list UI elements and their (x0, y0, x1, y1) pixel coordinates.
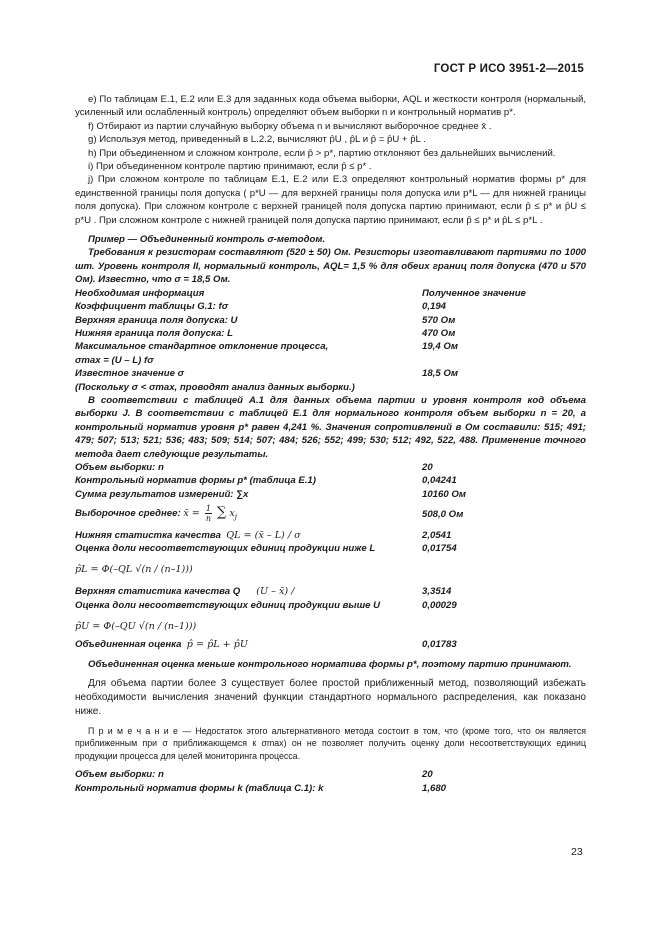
pl-value: 0,01754 (422, 542, 457, 554)
step-e: e) По таблицам Е.1, Е.2 или Е.3 для заданных кода объема выборки, AQL и жесткости контроля (нормальный, усиленный или ослабленный контроль) определяют объем выборки n и контрольный норматив p*. (75, 94, 586, 119)
table-row: Сумма результатов измерений: ∑x 10160 Ом (75, 488, 467, 500)
pu-row (75, 599, 586, 612)
ql-formula: QL = (x̄ – L) / σ (226, 529, 301, 541)
step-g: g) Используя метод, приведенный в L.2.2, вычисляют p̂U , p̂L и p̂ = p̂U + p̂L . (88, 134, 426, 146)
table-row: Верхняя граница поля допуска: U 570 Ом (75, 314, 456, 326)
pu-formula: p̂U = Φ(–QU √(n / (n–1))) (75, 621, 197, 633)
qu-row (75, 585, 586, 598)
combined-label: Объединенная оценка (75, 639, 182, 651)
combined-value: 0,01783 (422, 639, 457, 651)
table-row: σmax = (U – L) fσ (75, 354, 154, 366)
ql-label: Нижняя статистка качества (75, 529, 221, 541)
step-j: j) При сложном контроле по таблицам Е.1, Е.2 или Е.3 определяют контрольный норматив формы p* для единственной границы поля допуска ( p*U — для верхней границы поля допуска или p*L — для нижней границы поля допуска). При сложном контроле с верхней границей поля допуска партию принимают, если p̂ ≤ p* и p̂U ≤ p*U . При сложном контроле с нижней границей поля допуска партию принимают, если p̂ ≤ p* и p̂L ≤ p*L . (75, 174, 586, 226)
conclusion: Объединенная оценка меньше контрольного норматива формы p*, поэтому партию принимают. (88, 658, 572, 670)
pu-label: Оценка доли несоответствующих единиц продукции выше U (75, 599, 381, 611)
mean-value: 508,0 Ом (422, 508, 464, 520)
page-content (75, 93, 586, 795)
table-header-row (75, 287, 586, 300)
qu-formula: (U – x̄) / (256, 586, 295, 598)
note: П р и м е ч а н и е — Недостаток этого альтернативного метода состоит в том, что (кроме того, что он является приближенным при σ приближающемся к σmax) он не позволяет получить оценку доли несоответствующих единиц продукции процесса для целей мониторинга процесса. (75, 725, 586, 761)
since-note: (Поскольку σ < σmax, проводят анализ данных выборки.) (75, 381, 355, 393)
example-intro: Требования к резисторам составляют (520 ± 50) Ом. Резисторы изготавливают партиями по 1000 шт. Уровень контроля II, нормальный контроль, AQL= 1,5 % для обеих границ поля допуска (470 и 570 Ом). Известно, что σ = 18,5 Ом. (75, 247, 586, 286)
step-i: i) При объединенном контроле партию принимают, если p̂ ≤ p* . (88, 161, 372, 173)
example-table-1 (75, 300, 586, 380)
ql-row (75, 529, 586, 542)
table-row: Коэффициент таблицы G.1: fσ 0,194 (75, 301, 447, 313)
table-row: Объем выборки: n 20 (75, 461, 433, 473)
example-para-2: В соответствии с таблицей А.1 для данных объема партии и уровня контроля код объема выборки J. В соответствии с таблицей Е.1 для нормального контроля объем выборки n = 20, а контрольный норматив уровня p* равен 4,241 %. Значения сопротивлений в Ом составили: 515; 491; 479; 507; 513; 521; 536; 483; 509; 514; 507; 484; 526; 552; 499; 530; 512; 492, 522, 488. Применение точного метода дает следующие результаты. (75, 394, 586, 460)
combined-formula: p̂ = p̂L + p̂U (186, 639, 248, 651)
step-f: f) Отбирают из партии случайную выборку объема n и вычисляют выборочное среднее x̄ . (88, 120, 492, 132)
mean-label: Выборочное среднее: (75, 508, 181, 520)
example-table-2 (75, 461, 586, 501)
ql-value: 2,0541 (422, 529, 452, 541)
col-obtained: Полученное значение (422, 287, 526, 299)
table-row: Объем выборки: n 20 (75, 769, 433, 781)
document-header: ГОСТ Р ИСО 3951-2—2015 (433, 63, 584, 75)
example-table-3 (75, 768, 586, 795)
combined-row (75, 638, 586, 651)
table-row: Контрольный норматив формы k (таблица С.1): k 1,680 (75, 782, 447, 794)
table-row: Известное значение σ 18,5 Ом (75, 368, 459, 380)
table-row: Нижняя граница поля допуска: L 470 Ом (75, 327, 456, 339)
mean-row (75, 504, 586, 524)
qu-label: Верхняя статистика качества Q (75, 586, 241, 598)
paragraph-approximate-method: Для объема партии более 3 существует более простой приближенный метод, позволяющий избежать необходимости вычисления значений функции стандартного нормального распределения, как показано ниже. (75, 677, 586, 717)
step-h: h) При объединенном и сложном контроле, если p̂ > p*, партию отклоняют без дальнейших вычислений. (88, 147, 556, 159)
example-title: Пример — Объединенный контроль σ-методом. (88, 234, 326, 246)
pu-value: 0,00029 (422, 599, 457, 611)
qu-value: 3,3514 (422, 586, 452, 598)
pl-label: Оценка доли несоответствующих единиц продукции ниже L (75, 542, 376, 554)
col-required: Необходимая информация (75, 287, 205, 299)
mean-formula: x̄ = $\frac{1}{n}$ ∑ $x_j$ (183, 504, 237, 524)
table-row: Максимальное стандартное отклонение процесса, 19,4 Ом (75, 341, 459, 353)
pl-formula: p̂L = Φ(–QL √(n / (n–1))) (75, 564, 193, 576)
page-number: 23 (571, 846, 583, 858)
pl-row (75, 542, 586, 555)
table-row: Контрольный норматив формы p* (таблица Е.1) 0,04241 (75, 475, 457, 487)
